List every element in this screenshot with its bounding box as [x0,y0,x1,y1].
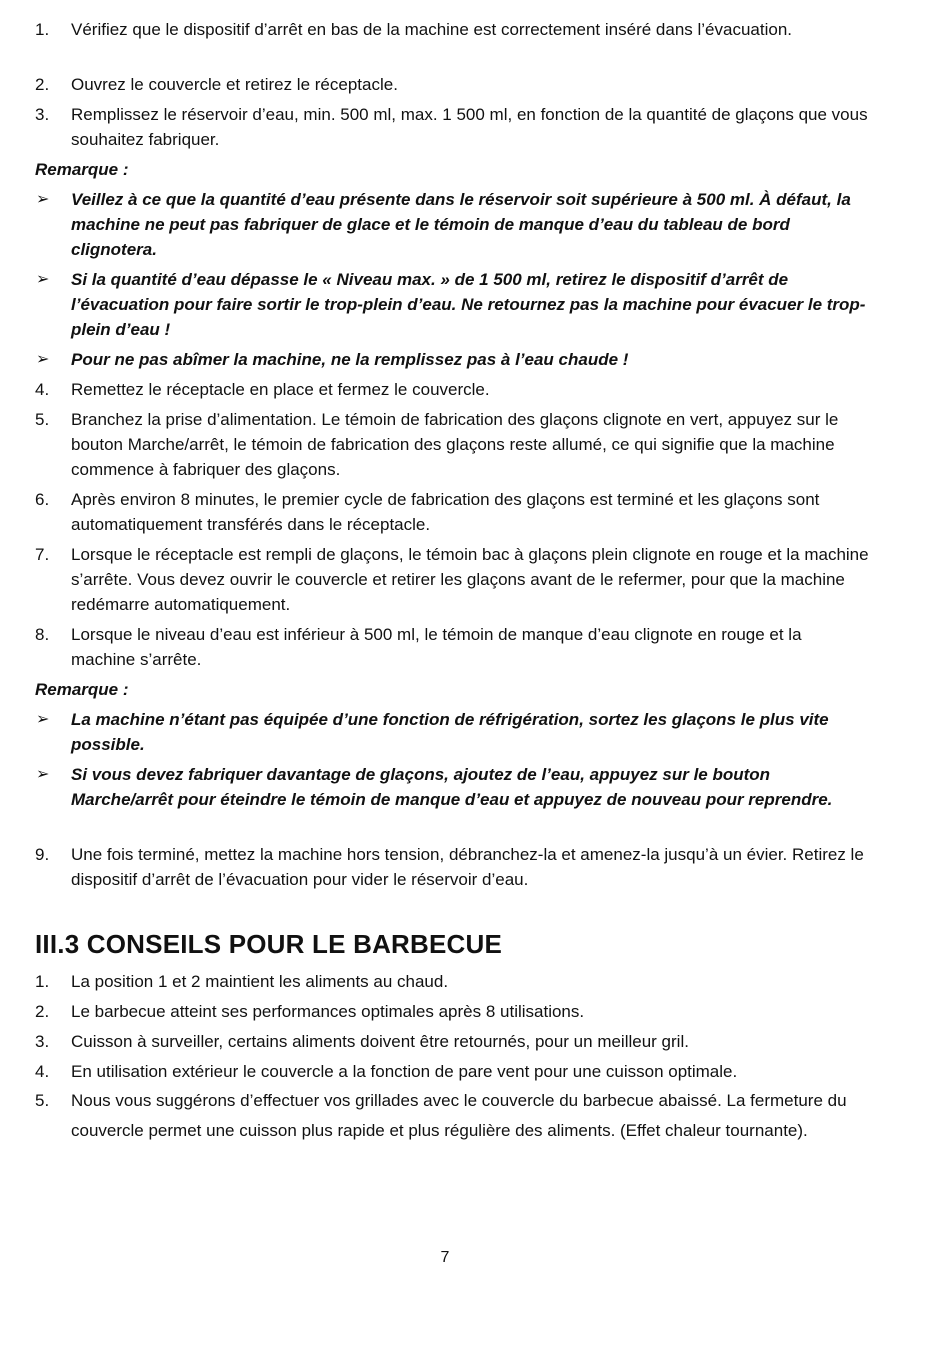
tip-text: La position 1 et 2 maintient les aliments au chaud. [71,972,449,991]
note-label: Remarque : [35,680,129,699]
step-text: Lorsque le niveau d’eau est inférieur à 500 ml, le témoin de manque d’eau clignote en rouge et la machine s’arrête. [71,625,802,669]
note-bullet: ➢ Pour ne pas abîmer la machine, ne la remplissez pas à l’eau chaude ! [35,347,870,372]
section-heading: III.3 CONSEILS POUR LE BARBECUE [35,929,503,959]
page-number: 7 [440,1249,450,1266]
step-text: Remplissez le réservoir d’eau, min. 500 ml, max. 1 500 ml, en fonction de la quantité de glaçons que vous souhaitez fabriquer. [71,105,868,149]
arrow-bullet-icon: ➢ [36,191,50,208]
list-item: 7. Lorsque le réceptacle est rempli de glaçons, le témoin bac à glaçons plein clignote en rouge et la machine s’arrête. Vous devez ouvrir le couvercle et retirer les glaçons avant de le refermer, pour que la machine redémarre automatiquement. [35,542,870,617]
list-item: 1. La position 1 et 2 maintient les aliments au chaud. [35,969,870,994]
list-item: 2. Ouvrez le couvercle et retirez le réceptacle. [35,72,870,97]
arrow-bullet-icon: ➢ [36,766,50,783]
tip-text: En utilisation extérieur le couvercle a la fonction de pare vent pour une cuisson optimale. [71,1062,738,1081]
list-item: 5. Nous vous suggérons d’effectuer vos grillades avec le couvercle du barbecue abaissé. La fermeture du couvercle permet une cuisson plus rapide et plus régulière des aliments. (Effet chaleur tournante). [35,1086,870,1146]
step-text: Après environ 8 minutes, le premier cycle de fabrication des glaçons est terminé et les glaçons sont automatiquement transférés dans le réceptacle. [71,490,820,534]
list-item: 1. Vérifiez que le dispositif d’arrêt en bas de la machine est correctement inséré dans l’évacuation. [35,17,870,42]
list-item: 4. Remettez le réceptacle en place et fermez le couvercle. [35,377,870,402]
arrow-bullet-icon: ➢ [36,351,50,368]
note-bullet: ➢ Si la quantité d’eau dépasse le « Niveau max. » de 1 500 ml, retirez le dispositif d’arrêt de l’évacuation pour faire sortir le trop-plein d’eau. Ne retournez pas la machine pour évacuer le trop-plein d’eau ! [35,267,870,342]
list-item: 4. En utilisation extérieur le couvercle a la fonction de pare vent pour une cuisson optimale. [35,1059,870,1084]
step-text: Remettez le réceptacle en place et fermez le couvercle. [71,380,490,399]
list-item: 3. Cuisson à surveiller, certains aliments doivent être retournés, pour un meilleur gril. [35,1029,870,1054]
step-text: Branchez la prise d’alimentation. Le témoin de fabrication des glaçons clignote en vert, appuyez sur le bouton Marche/arrêt, le témoin de fabrication des glaçons reste allumé, ce qui signifie que la machine commence à fabriquer des glaçons. [71,410,839,479]
list-item: 8. Lorsque le niveau d’eau est inférieur à 500 ml, le témoin de manque d’eau clignote en rouge et la machine s’arrête. [35,622,870,672]
note-bullet: ➢ La machine n’étant pas équipée d’une fonction de réfrigération, sortez les glaçons le plus vite possible. [35,707,870,757]
list-item: 3. Remplissez le réservoir d’eau, min. 500 ml, max. 1 500 ml, en fonction de la quantité de glaçons que vous souhaitez fabriquer. [35,102,870,152]
note-bullet: ➢ Veillez à ce que la quantité d’eau présente dans le réservoir soit supérieure à 500 ml. À défaut, la machine ne peut pas fabriquer de glace et le témoin de manque d’eau du tableau de bord clignotera. [35,187,870,262]
arrow-bullet-icon: ➢ [36,271,50,288]
tip-text: Cuisson à surveiller, certains aliments doivent être retournés, pour un meilleur gril. [71,1032,689,1051]
step-text: Ouvrez le couvercle et retirez le réceptacle. [71,75,398,94]
tip-text: Nous vous suggérons d’effectuer vos grillades avec le couvercle du barbecue abaissé. La fermeture du couvercle permet une cuisson plus rapide et plus régulière des aliments. (Effet chaleur tournante). [71,1091,847,1140]
list-item: 9. Une fois terminé, mettez la machine hors tension, débranchez-la et amenez-la jusqu’à un évier. Retirez le dispositif d’arrêt de l’évacuation pour vider le réservoir d’eau. [35,842,870,892]
step-text: Une fois terminé, mettez la machine hors tension, débranchez-la et amenez-la jusqu’à un évier. Retirez le dispositif d’arrêt de l’évacuation pour vider le réservoir d’eau. [71,845,864,889]
step-text: Vérifiez que le dispositif d’arrêt en bas de la machine est correctement inséré dans l’évacuation. [71,20,792,39]
arrow-bullet-icon: ➢ [36,711,50,728]
list-item: 5. Branchez la prise d’alimentation. Le témoin de fabrication des glaçons clignote en vert, appuyez sur le bouton Marche/arrêt, le témoin de fabrication des glaçons reste allumé, ce qui signifie que la machine commence à fabriquer des glaçons. [35,407,870,482]
list-item: 2. Le barbecue atteint ses performances optimales après 8 utilisations. [35,999,870,1024]
tip-text: Le barbecue atteint ses performances optimales après 8 utilisations. [71,1002,585,1021]
note-bullet: ➢ Si vous devez fabriquer davantage de glaçons, ajoutez de l’eau, appuyez sur le bouton Marche/arrêt pour éteindre le témoin de manque d’eau et appuyez de nouveau pour reprendre. [35,762,870,812]
note-label: Remarque : [35,160,129,179]
step-text: Lorsque le réceptacle est rempli de glaçons, le témoin bac à glaçons plein clignote en rouge et la machine s’arrête. Vous devez ouvrir le couvercle et retirer les glaçons avant de le refermer, pour que la machine redémarre automatiquement. [71,545,869,614]
list-item: 6. Après environ 8 minutes, le premier cycle de fabrication des glaçons est terminé et les glaçons sont automatiquement transférés dans le réceptacle. [35,487,870,537]
